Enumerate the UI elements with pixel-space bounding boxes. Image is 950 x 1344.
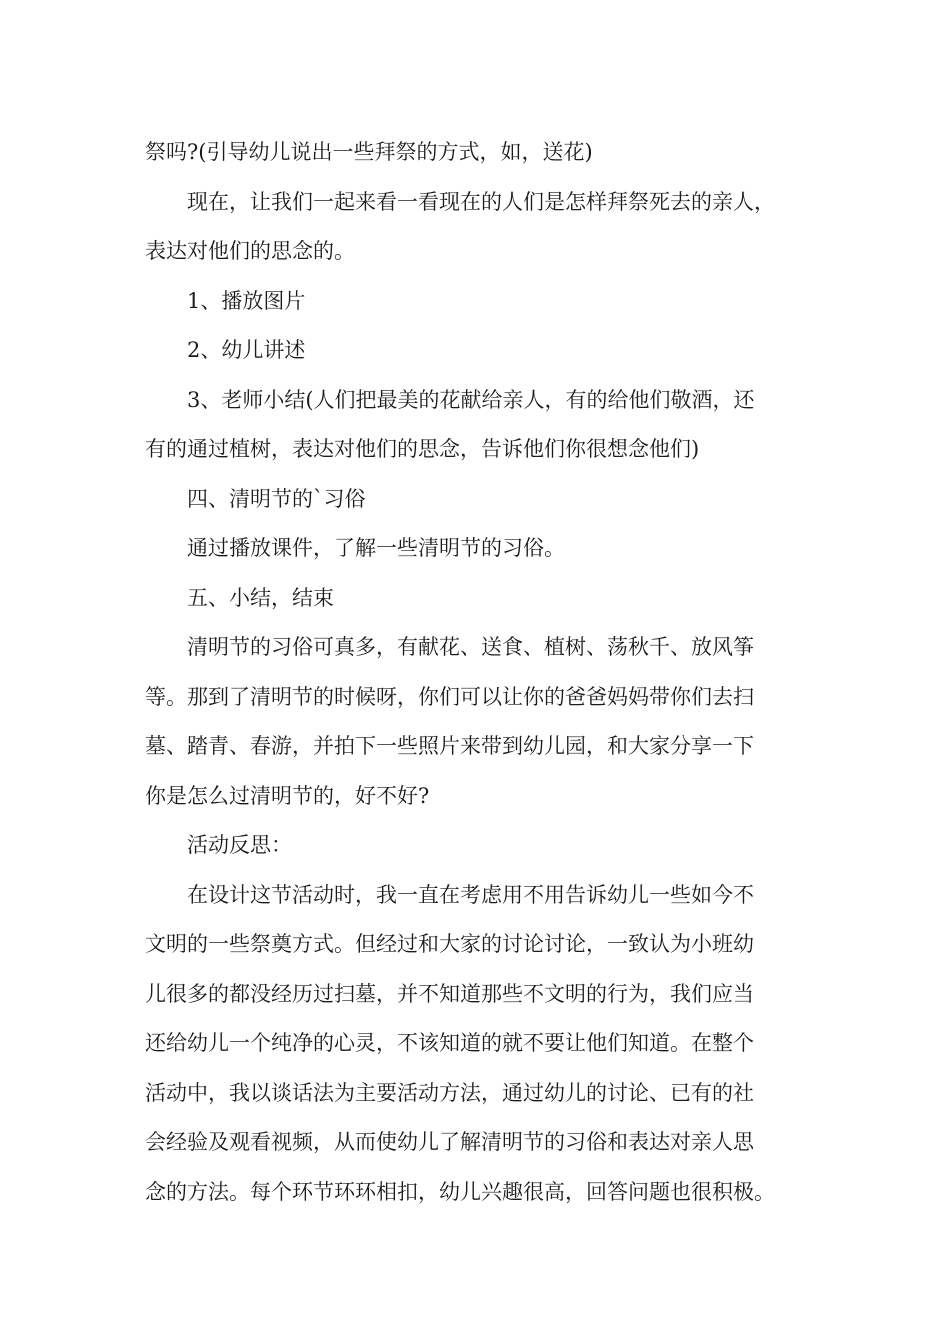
text-line-12: 等。那到了清明节的时候呀，你们可以让你的爸爸妈妈带你们去扫 (145, 684, 754, 709)
list-item-1: 1、播放图片 (187, 288, 306, 313)
list-item-2: 2、幼儿讲述 (187, 338, 306, 362)
text-line-1: 祭吗?(引导幼儿说出一些拜祭的方式，如，送花) (145, 140, 593, 164)
section-heading-4: 四、清明节的`习俗 (187, 486, 366, 511)
reflection-heading: 活动反思： (187, 833, 292, 857)
text-line-9: 通过播放课件，了解一些清明节的习俗。 (187, 536, 565, 560)
text-line-13: 墓、踏青、春游，并拍下一些照片来带到幼儿园，和大家分享一下 (145, 734, 754, 758)
text-line-16: 在设计这节活动时，我一直在考虑用不用告诉幼儿一些如今不 (187, 882, 754, 907)
section-heading-5: 五、小结，结束 (187, 585, 334, 610)
text-line-19: 还给幼儿一个纯净的心灵，不该知道的就不要让他们知道。在整个 (145, 1031, 754, 1055)
text-line-22: 念的方法。每个环节环环相扣，幼儿兴趣很高，回答问题也很积极。 (145, 1179, 775, 1204)
text-line-21: 会经验及观看视频，从而使幼儿了解清明节的习俗和表达对亲人思 (145, 1130, 754, 1154)
document-page (145, 128, 815, 1217)
text-line-11: 清明节的习俗可真多，有献花、送食、植树、荡秋千、放风筝 (187, 635, 754, 659)
text-line-18: 儿很多的都没经历过扫墓，并不知道那些不文明的行为，我们应当 (145, 981, 754, 1006)
text-line-7: 有的通过植树，表达对他们的思念，告诉他们你很想念他们) (145, 437, 700, 461)
list-item-3: 3、老师小结(人们把最美的花献给亲人，有的给他们敬酒，还 (187, 387, 755, 412)
text-line-2: 现在，让我们一起来看一看现在的人们是怎样拜祭死去的亲人， (187, 189, 775, 214)
text-line-20: 活动中，我以谈话法为主要活动方法，通过幼儿的讨论、已有的社 (145, 1080, 754, 1105)
text-line-14: 你是怎么过清明节的，好不好? (145, 783, 430, 808)
text-line-3: 表达对他们的思念的。 (145, 239, 355, 263)
text-line-17: 文明的一些祭奠方式。但经过和大家的讨论讨论，一致认为小班幼 (145, 932, 754, 956)
